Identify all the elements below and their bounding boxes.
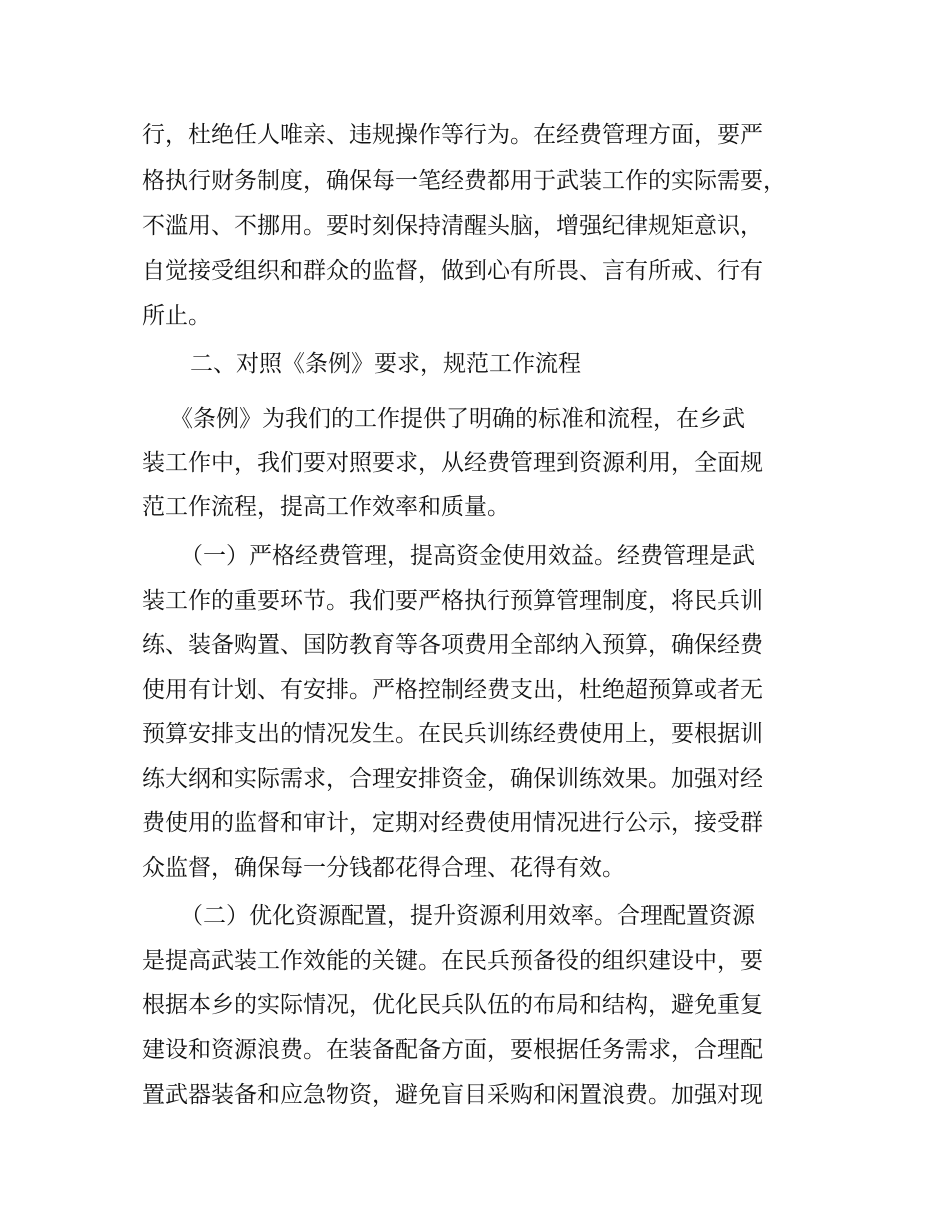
body-text-line: 自觉接受组织和群众的监督，做到心有所畏、言有所戒、行有 — [142, 258, 763, 284]
body-text-line: 置武器装备和应急物资，避免盲目采购和闲置浪费。加强对现 — [142, 1082, 763, 1108]
body-text-line: 众监督，确保每一分钱都花得合理、花得有效。 — [142, 855, 625, 881]
body-text-line: 不滥用、不挪用。要时刻保持清醒头脑，增强纪律规矩意识， — [142, 213, 763, 239]
body-text-line: 格执行财务制度，确保每一笔经费都用于武装工作的实际需要， — [142, 168, 786, 194]
body-text-line: 所止。 — [142, 303, 211, 329]
section-heading: 二、对照《条例》要求，规范工作流程 — [190, 351, 581, 377]
body-text-line: 装工作中，我们要对照要求，从经费管理到资源利用，全面规 — [142, 450, 763, 476]
body-text-line: 是提高武装工作效能的关键。在民兵预备役的组织建设中，要 — [142, 948, 763, 974]
body-text-line: 建设和资源浪费。在装备配备方面，要根据任务需求，合理配 — [142, 1037, 763, 1063]
body-text-line: 行，杜绝任人唯亲、违规操作等行为。在经费管理方面，要严 — [142, 122, 763, 148]
body-text-line: 《条例》为我们的工作提供了明确的标准和流程，在乡武 — [170, 406, 745, 432]
body-text-line: 使用有计划、有安排。严格控制经费支出，杜绝超预算或者无 — [142, 677, 763, 703]
body-text-line: 练大纲和实际需求，合理安排资金，确保训练效果。加强对经 — [142, 766, 763, 792]
subsection-heading-line: （一）严格经费管理，提高资金使用效益。经费管理是武 — [180, 543, 755, 569]
body-text-line: 预算安排支出的情况发生。在民兵训练经费使用上，要根据训 — [142, 721, 763, 747]
body-text-line: 范工作流程，提高工作效率和质量。 — [142, 494, 510, 520]
subsection-heading-line: （二）优化资源配置，提升资源利用效率。合理配置资源 — [180, 903, 755, 929]
body-text-line: 根据本乡的实际情况，优化民兵队伍的布局和结构，避免重复 — [142, 992, 763, 1018]
body-text-line: 装工作的重要环节。我们要严格执行预算管理制度，将民兵训 — [142, 588, 763, 614]
body-text-line: 练、装备购置、国防教育等各项费用全部纳入预算，确保经费 — [142, 632, 763, 658]
body-text-line: 费使用的监督和审计，定期对经费使用情况进行公示，接受群 — [142, 810, 763, 836]
